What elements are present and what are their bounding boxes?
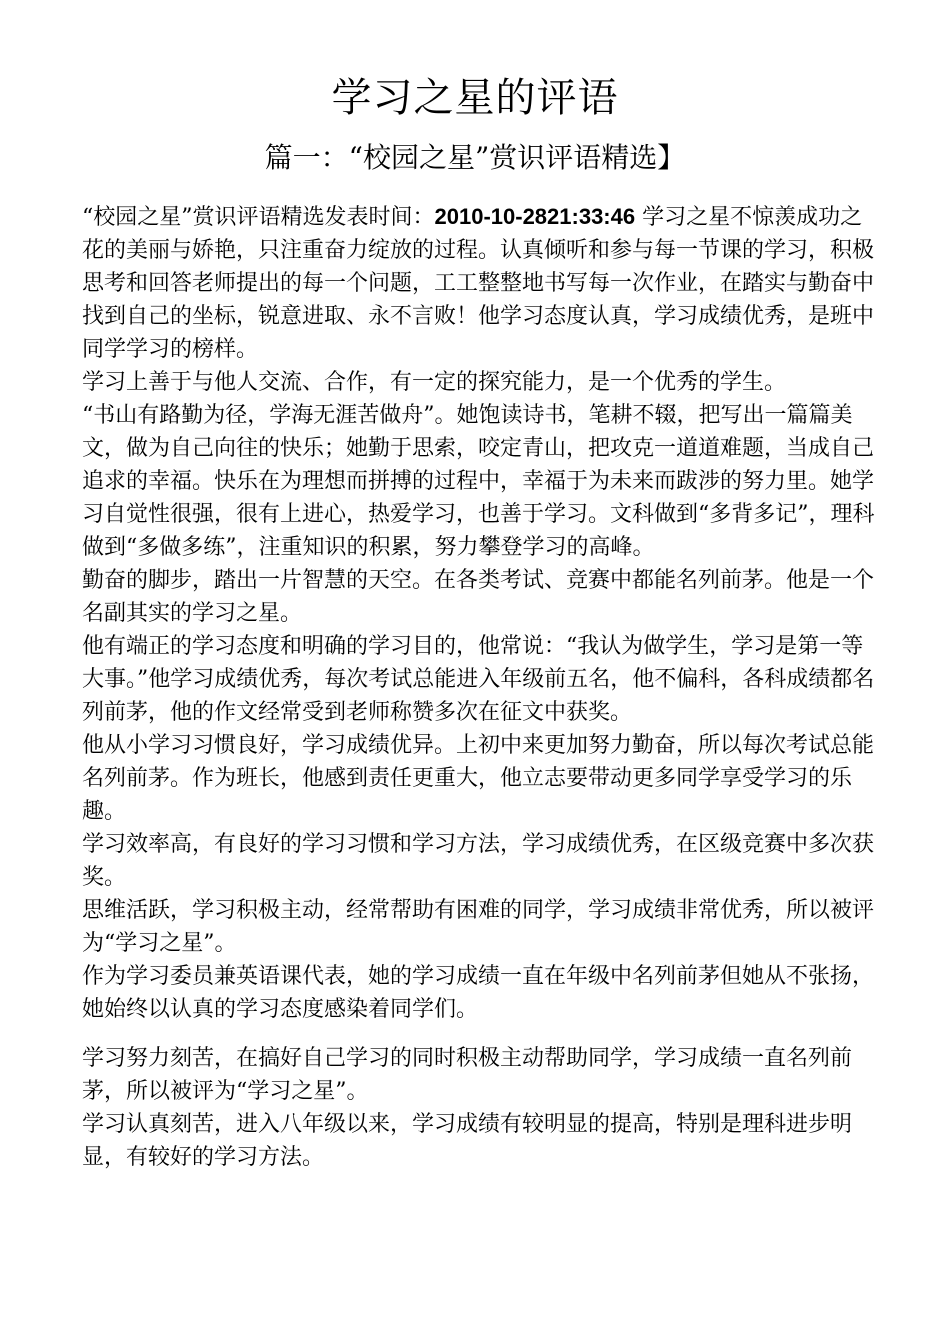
paragraph: 他有端正的学习态度和明确的学习目的，他常说：“我认为做学生，学习是第一等大事。”他学习成绩优秀，每次考试总能进入年级前五名，他不偏科，各科成绩都名列前茅，他的作文经常受到老师称赞多次在征文中获奖。 xyxy=(82,634,875,725)
document-body xyxy=(82,200,878,1174)
publish-timestamp: 2010-10-2821:33:46 xyxy=(434,204,636,229)
intro-text: 学习之星不惊羡成功之花的美丽与娇艳，只注重奋力绽放的过程。认真倾听和参与每一节课的学习，积极思考和回答老师提出的每一个问题，工工整整地书写每一次作业，在踏实与勤奋中找到自己的坐标，锐意进取、永不言败！他学习态度认真，学习成绩优秀，是班中同学学习的榜样。 xyxy=(82,205,875,362)
document-subtitle: 篇一：“校园之星”赏识评语精选】 xyxy=(264,141,686,174)
paragraph: 思维活跃，学习积极主动，经常帮助有困难的同学，学习成绩非常优秀，所以被评为“学习之星”。 xyxy=(82,898,875,956)
paragraph: 作为学习委员兼英语课代表，她的学习成绩一直在年级中名列前茅但她从不张扬，她始终以认真的学习态度感染着同学们。 xyxy=(82,964,875,1022)
intro-lead: “校园之星”赏识评语精选发表时间： xyxy=(82,205,435,230)
paragraph: 学习上善于与他人交流、合作，有一定的探究能力，是一个优秀的学生。 xyxy=(82,370,787,395)
paragraph: 学习努力刻苦，在搞好自己学习的同时积极主动帮助同学，学习成绩一直名列前茅，所以被评为“学习之星”。 xyxy=(82,1046,853,1104)
paragraph: 他从小学习习惯良好，学习成绩优异。上初中来更加努力勤奋，所以每次考试总能名列前茅。作为班长，他感到责任更重大，他立志要带动更多同学享受学习的乐趣。 xyxy=(82,733,875,824)
paragraph: 勤奋的脚步，踏出一片智慧的天空。在各类考试、竞赛中都能名列前茅。他是一个名副其实的学习之星。 xyxy=(82,568,875,626)
paragraph: 学习认真刻苦，进入八年级以来，学习成绩有较明显的提高，特别是理科进步明显，有较好的学习方法。 xyxy=(82,1112,853,1170)
paragraph: 学习效率高，有良好的学习习惯和学习方法，学习成绩优秀，在区级竞赛中多次获奖。 xyxy=(82,832,875,890)
document-title: 学习之星的评语 xyxy=(331,75,619,121)
intro-paragraph xyxy=(82,200,878,366)
paragraph: “书山有路勤为径，学海无涯苦做舟”。她饱读诗书，笔耕不辍，把写出一篇篇美文，做为自己向往的快乐；她勤于思索，咬定青山，把攻克一道道难题，当成自己追求的幸福。快乐在为理想而拼搏的过程中，幸福于为未来而跋涉的努力里。她学习自觉性很强，很有上进心，热爱学习，也善于学习。文科做到“多背多记”，理科做到“多做多练”，注重知识的积累，努力攀登学习的高峰。 xyxy=(82,403,875,560)
